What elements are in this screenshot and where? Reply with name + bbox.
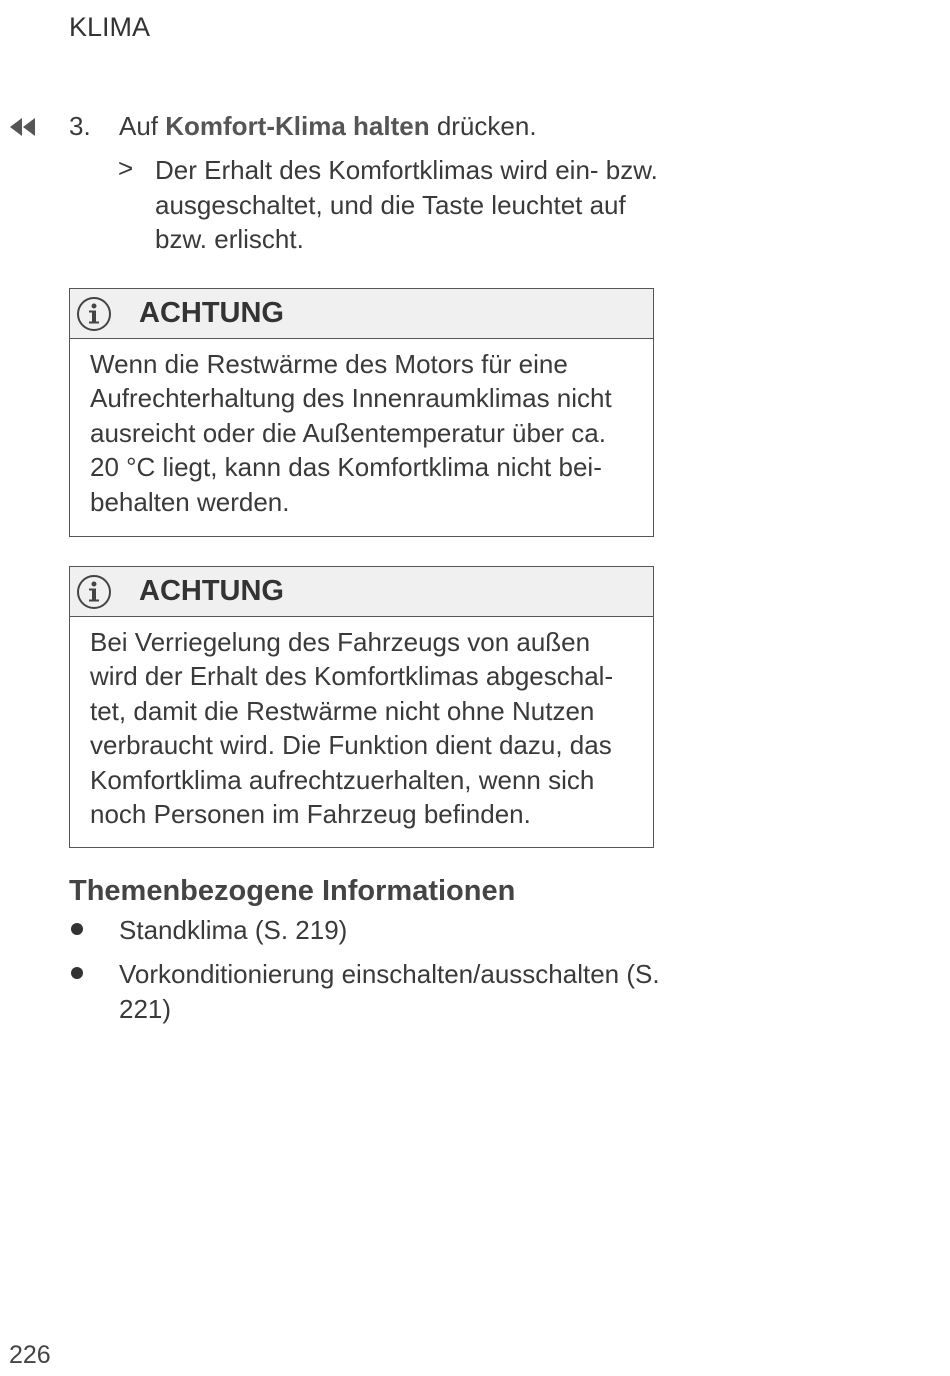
info-circle-icon <box>76 296 112 332</box>
notice-header <box>70 289 653 339</box>
notice-header <box>70 567 653 617</box>
step-number: 3. <box>69 111 91 141</box>
button-name: Komfort-Klima halten <box>165 111 430 141</box>
notice-text: Bei Verriegelung des Fahrzeugs von außen wird der Erhalt des Komfortklimas abgeschal-tet, damit die Restwärme nicht ohne Nutzen verbraucht wird. Die Funktion dient dazu, das Komfortklima aufrechtzuerhalten, wenn sich noch Personen im Fahrzeug befinden. <box>90 627 614 830</box>
notice-text: Wenn die Restwärme des Motors für eine Aufrechterhaltung des Innenraumklimas nicht ausreicht oder die Außentemperatur über ca. 20 °C liegt, kann das Komfortklima nicht bei-behalten werden. <box>90 349 612 517</box>
related-link-label: Vorkonditionierung einschalten/ausschalten (S. 221) <box>119 959 660 1024</box>
step-instruction <box>119 111 537 142</box>
bullet-icon <box>71 923 83 935</box>
notice-label: ACHTUNG <box>139 575 284 607</box>
notice-box <box>69 566 654 848</box>
info-circle-icon <box>76 574 112 610</box>
notice-label: ACHTUNG <box>139 297 284 329</box>
related-link-vorkonditionierung[interactable] <box>69 957 669 1026</box>
page-number: 226 <box>9 1341 51 1369</box>
result-marker: > <box>118 153 134 183</box>
notice-box <box>69 288 654 537</box>
step-text-before: Auf <box>119 111 166 141</box>
related-link-label: Standklima (S. 219) <box>119 915 348 945</box>
bullet-icon <box>71 967 83 979</box>
result-text: Der Erhalt des Komfortklimas wird ein- bzw. ausgeschaltet, und die Taste leuchtet auf bzw. erlischt. <box>155 155 658 254</box>
related-info-heading: Themenbezogene Informationen <box>69 875 516 907</box>
step-text-after: drücken. <box>429 111 537 141</box>
related-info-list <box>69 913 669 1036</box>
double-chevron-left-icon <box>10 115 40 139</box>
related-link-standklima[interactable] <box>69 913 669 947</box>
section-title: KLIMA <box>69 12 151 42</box>
